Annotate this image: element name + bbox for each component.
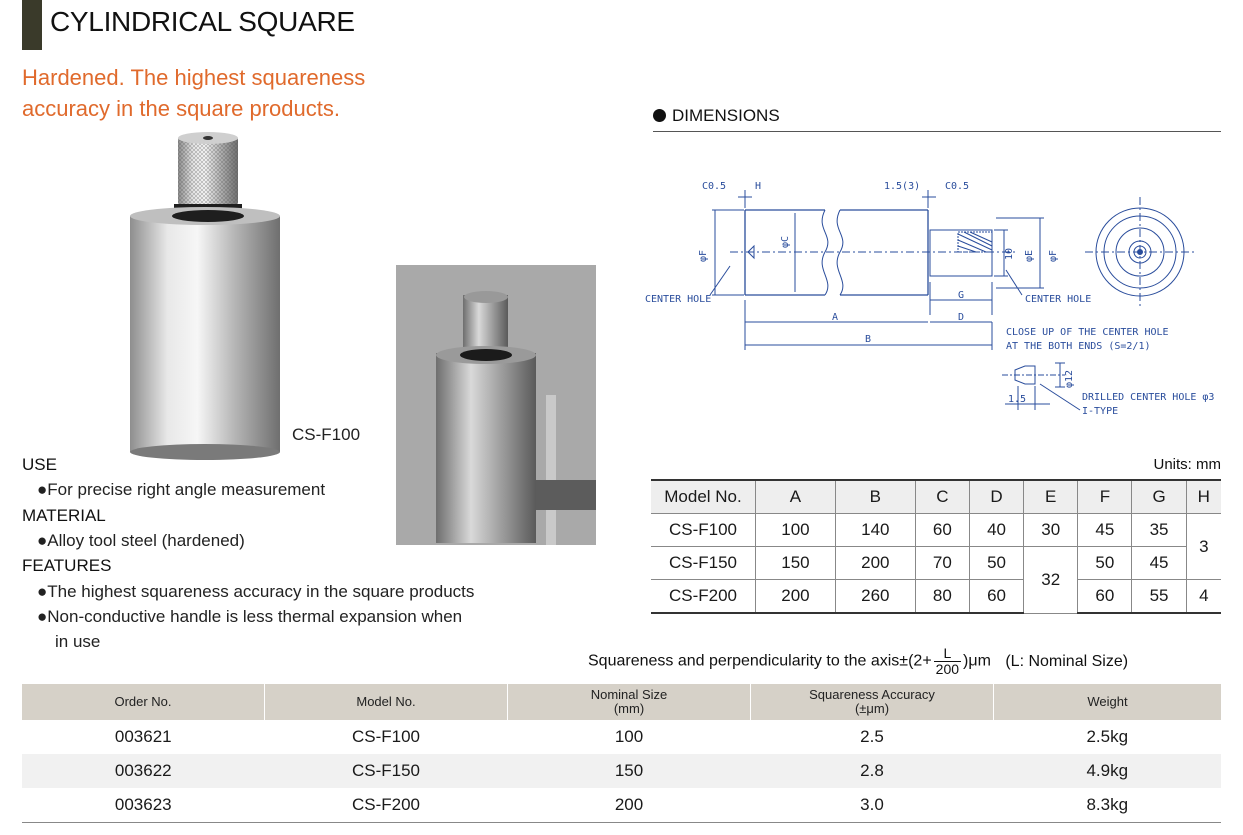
order-header-row bbox=[22, 684, 1221, 720]
cell-model-no: CS-F200 bbox=[265, 788, 508, 823]
cell-order-no: 003622 bbox=[22, 754, 265, 788]
col-c: C bbox=[915, 480, 969, 514]
title-accent-bar bbox=[22, 0, 42, 50]
col-e: E bbox=[1024, 480, 1078, 514]
formula-suffix: )μm bbox=[963, 652, 991, 670]
col-a: A bbox=[756, 480, 836, 514]
label-g: G bbox=[958, 290, 965, 301]
table-header-row bbox=[651, 480, 1221, 514]
col-h: H bbox=[1186, 480, 1221, 514]
label-center-hole-right: CENTER HOLE bbox=[1025, 294, 1092, 305]
cell-squareness: 2.5 bbox=[860, 727, 884, 746]
cell-h: 3 bbox=[1186, 514, 1221, 580]
cell-b: 140 bbox=[835, 514, 915, 547]
units-label: Units: mm bbox=[1153, 456, 1221, 473]
dimensions-table bbox=[651, 479, 1221, 614]
bullet-dot-icon bbox=[653, 109, 666, 122]
label-15-3: 1.5(3) bbox=[884, 181, 921, 192]
use-item: ●For precise right angle measurement bbox=[37, 480, 326, 499]
closeup-line-1: CLOSE UP OF THE CENTER HOLE bbox=[1006, 327, 1169, 338]
features-item-2-cont: in use bbox=[55, 632, 101, 651]
table-row bbox=[22, 754, 1221, 788]
col-nominal-size-unit: (mm) bbox=[613, 701, 645, 716]
cell-f: 50 bbox=[1078, 547, 1132, 580]
table-row bbox=[651, 514, 1221, 547]
cell-model: CS-F100 bbox=[651, 514, 756, 547]
col-weight bbox=[994, 684, 1222, 720]
cell-order-no: 003621 bbox=[114, 727, 172, 746]
col-squareness bbox=[751, 684, 994, 720]
dimension-drawing bbox=[640, 170, 1230, 430]
label-phi-c: φC bbox=[780, 235, 791, 248]
label-c05-left: C0.5 bbox=[702, 181, 727, 192]
cell-a: 100 bbox=[756, 514, 836, 547]
cell-order-no: 003623 bbox=[22, 788, 265, 823]
table-row bbox=[22, 720, 1221, 754]
material-heading: MATERIAL bbox=[22, 506, 106, 525]
col-squareness-label: Squareness Accuracy bbox=[809, 687, 935, 702]
label-phi-e: φE bbox=[1024, 249, 1035, 262]
label-b: B bbox=[865, 334, 872, 345]
formula-fraction bbox=[934, 646, 961, 677]
cell-f: 60 bbox=[1078, 580, 1132, 614]
cell-e: 32 bbox=[1024, 547, 1078, 614]
product-photo-in-use bbox=[396, 265, 596, 545]
table-row bbox=[651, 547, 1221, 580]
features-item-2: ●Non-conductive handle is less thermal expansion when bbox=[37, 607, 463, 626]
page-title: CYLINDRICAL SQUARE bbox=[50, 6, 355, 37]
features-heading: FEATURES bbox=[22, 556, 112, 575]
cell-nominal-size: 100 bbox=[614, 727, 644, 746]
formula-numerator: L bbox=[934, 646, 961, 662]
cell-g: 35 bbox=[1132, 514, 1186, 547]
order-table bbox=[22, 684, 1221, 823]
table-row bbox=[651, 580, 1221, 614]
cell-squareness: 3.0 bbox=[751, 788, 994, 823]
cell-b: 200 bbox=[835, 547, 915, 580]
col-d: D bbox=[969, 480, 1023, 514]
features-item-1: ●The highest squareness accuracy in the square products bbox=[37, 582, 475, 601]
label-15: 1.5 bbox=[1008, 394, 1027, 405]
cell-nominal-size: 150 bbox=[508, 754, 751, 788]
col-model-no-label: Model No. bbox=[356, 694, 416, 709]
col-weight-label: Weight bbox=[1087, 694, 1128, 709]
col-order-no-label: Order No. bbox=[114, 694, 172, 709]
dimensions-heading-text: DIMENSIONS bbox=[672, 106, 780, 125]
col-nominal-size-label: Nominal Size bbox=[590, 687, 668, 702]
material-item: ●Alloy tool steel (hardened) bbox=[37, 531, 245, 550]
label-phi-f-right: φF bbox=[1048, 249, 1059, 262]
product-image-cylindrical-square bbox=[130, 130, 280, 460]
cell-h: 4 bbox=[1186, 580, 1221, 614]
col-order-no bbox=[22, 684, 265, 720]
formula-denominator: 200 bbox=[935, 661, 960, 677]
cell-weight: 8.3kg bbox=[994, 788, 1222, 823]
col-g: G bbox=[1132, 480, 1186, 514]
cell-weight: 4.9kg bbox=[994, 754, 1222, 788]
use-heading: USE bbox=[22, 455, 57, 474]
cell-g: 55 bbox=[1132, 580, 1186, 614]
dimensions-heading bbox=[653, 106, 1221, 132]
label-drilled: DRILLED CENTER HOLE φ3 bbox=[1082, 392, 1215, 403]
formula-prefix: Squareness and perpendicularity to the axis±(2+ bbox=[588, 652, 932, 670]
label-d: D bbox=[958, 312, 965, 323]
label-a: A bbox=[832, 312, 839, 323]
subtitle bbox=[22, 62, 365, 124]
cell-model-no: CS-F100 bbox=[351, 727, 421, 746]
col-model: Model No. bbox=[651, 480, 756, 514]
cell-b: 260 bbox=[835, 580, 915, 614]
cell-model: CS-F200 bbox=[651, 580, 756, 614]
label-h: H bbox=[755, 181, 762, 192]
col-nominal-size bbox=[508, 684, 751, 720]
formula-note: (L: Nominal Size) bbox=[1005, 652, 1129, 670]
subtitle-line-2: accuracy in the square products. bbox=[22, 96, 340, 121]
col-squareness-unit: (±μm) bbox=[854, 701, 890, 716]
cell-d: 60 bbox=[969, 580, 1023, 614]
col-b: B bbox=[835, 480, 915, 514]
col-f: F bbox=[1078, 480, 1132, 514]
cell-d: 50 bbox=[969, 547, 1023, 580]
cell-d: 40 bbox=[969, 514, 1023, 547]
cell-a: 150 bbox=[756, 547, 836, 580]
cell-weight: 2.5kg bbox=[1086, 727, 1129, 746]
label-phi-10: 10 bbox=[1004, 247, 1015, 260]
cell-squareness: 2.8 bbox=[751, 754, 994, 788]
cell-model: CS-F150 bbox=[651, 547, 756, 580]
col-model-no bbox=[265, 684, 508, 720]
subtitle-line-1: Hardened. The highest squareness bbox=[22, 65, 366, 90]
label-center-hole-left: CENTER HOLE bbox=[645, 294, 712, 305]
cell-c: 60 bbox=[915, 514, 969, 547]
table-row bbox=[22, 788, 1221, 823]
closeup-line-2: AT THE BOTH ENDS (S=2/1) bbox=[1006, 341, 1151, 352]
cell-c: 70 bbox=[915, 547, 969, 580]
squareness-formula bbox=[588, 646, 1128, 677]
cell-a: 200 bbox=[756, 580, 836, 614]
label-c05-right: C0.5 bbox=[945, 181, 970, 192]
cell-e: 30 bbox=[1024, 514, 1078, 547]
product-caption: CS-F100 bbox=[292, 425, 361, 444]
label-itype: I-TYPE bbox=[1082, 406, 1119, 417]
cell-c: 80 bbox=[915, 580, 969, 614]
label-phi-f-left: φF bbox=[698, 249, 709, 262]
cell-f: 45 bbox=[1078, 514, 1132, 547]
cell-model-no: CS-F150 bbox=[265, 754, 508, 788]
cell-g: 45 bbox=[1132, 547, 1186, 580]
cell-nominal-size: 200 bbox=[508, 788, 751, 823]
label-phi-12: φ12 bbox=[1064, 369, 1075, 388]
